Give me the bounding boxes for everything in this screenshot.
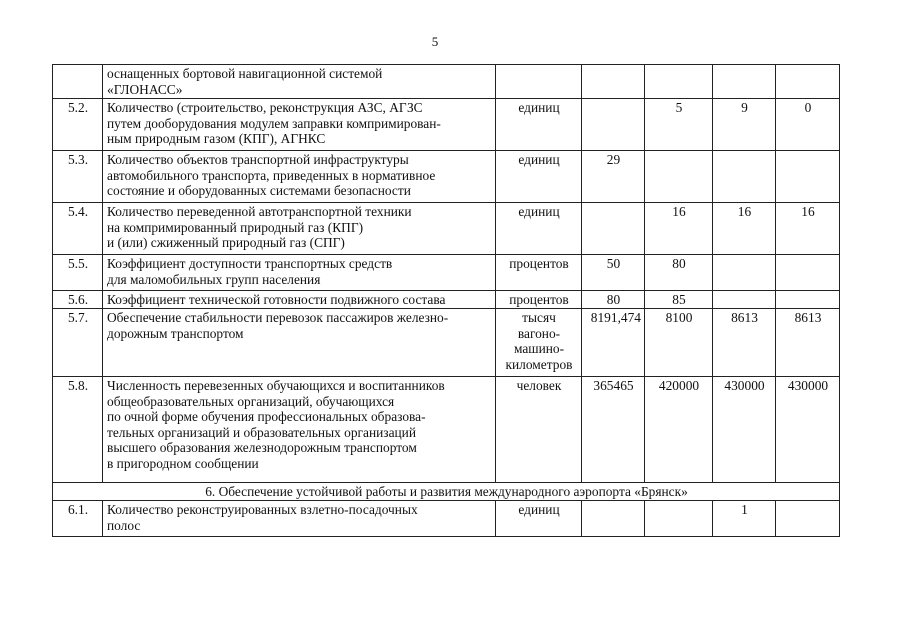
row-number: 6.1.: [53, 501, 103, 537]
value-cell-3: 1: [713, 501, 776, 537]
value-cell-2: [645, 151, 713, 203]
indicator-name-line: высшего образования железнодорожным транспортом: [107, 440, 417, 455]
unit-cell-line: вагоно-: [517, 325, 561, 341]
value-cell-3: [713, 65, 776, 99]
value-cell-4: 0: [776, 99, 840, 151]
unit-cell: [496, 377, 582, 483]
unit-cell-line: процентов: [509, 292, 569, 307]
indicator-name: [103, 65, 496, 99]
indicator-name-line: ным природным газом (КПГ), АГНКС: [107, 131, 326, 146]
value-cell-4: 8613: [776, 309, 840, 377]
row-number: 5.6.: [53, 291, 103, 309]
indicator-name: [103, 309, 496, 377]
value-cell-1: [582, 65, 645, 99]
value-cell-2: 5: [645, 99, 713, 151]
value-cell-4: [776, 255, 840, 291]
indicator-name-line: дорожным транспортом: [107, 325, 244, 341]
value-cell-3: [713, 151, 776, 203]
value-cell-1: [582, 99, 645, 151]
value-cell-2: 8100: [645, 309, 713, 377]
unit-cell-line: машино-: [513, 341, 565, 356]
table-row: [53, 65, 840, 99]
indicator-name-line: оснащенных бортовой навигационной системой: [107, 66, 383, 81]
indicator-name-line: тельных организаций и образовательных организаций: [107, 424, 417, 440]
value-cell-2: [645, 65, 713, 99]
unit-cell: [496, 151, 582, 203]
value-cell-2: 85: [645, 291, 713, 309]
indicator-name-line: Количество объектов транспортной инфраструктуры: [107, 152, 409, 167]
section-header-row: [53, 483, 840, 501]
unit-cell: [496, 501, 582, 537]
unit-cell-line: километров: [505, 356, 573, 372]
table-row: [53, 203, 840, 255]
indicator-name-line: Количество реконструированных взлетно-посадочных: [107, 502, 418, 517]
indicator-name-line: на компримированный природный газ (КПГ): [107, 219, 364, 235]
value-cell-4: [776, 65, 840, 99]
unit-cell-line: единиц: [518, 100, 560, 115]
indicator-name: [103, 255, 496, 291]
indicators-table: [52, 64, 840, 537]
indicator-name-line: Обеспечение стабильности перевозок пассажиров железно-: [107, 310, 449, 325]
table-row: [53, 151, 840, 203]
value-cell-4: 430000: [776, 377, 840, 483]
value-cell-1: [582, 501, 645, 537]
value-cell-3: [713, 291, 776, 309]
indicator-name-line: путем дооборудования модулем заправки компримирован-: [107, 115, 441, 131]
indicator-name-line: состояние и оборудованных системами безопасности: [107, 183, 411, 198]
indicator-name-line: общеобразовательных организаций, обучающихся: [107, 393, 395, 409]
indicator-name-line: Численность перевезенных обучающихся и воспитанников: [107, 378, 445, 393]
unit-cell: [496, 65, 582, 99]
value-cell-1: 365465: [582, 377, 645, 483]
unit-cell: [496, 99, 582, 151]
indicator-name-line: автомобильного транспорта, приведенных в нормативное: [107, 167, 436, 183]
value-cell-1: 29: [582, 151, 645, 203]
row-number: 5.7.: [53, 309, 103, 377]
unit-cell-line: человек: [516, 378, 562, 393]
indicator-name-line: в пригородном сообщении: [107, 455, 259, 471]
value-cell-2: 420000: [645, 377, 713, 483]
value-cell-1: 80: [582, 291, 645, 309]
unit-cell-line: единиц: [518, 502, 560, 517]
indicator-name: [103, 203, 496, 255]
section-6-title: 6. Обеспечение устойчивой работы и развития международного аэропорта «Брянск»: [53, 483, 840, 501]
row-number: 5.8.: [53, 377, 103, 483]
page-number: 5: [431, 34, 439, 49]
value-cell-1: 50: [582, 255, 645, 291]
row-number: 5.5.: [53, 255, 103, 291]
table-row: [53, 255, 840, 291]
value-cell-3: 9: [713, 99, 776, 151]
indicator-name-line: «ГЛОНАСС»: [107, 81, 183, 97]
indicator-name-line: и (или) сжиженный природный газ (СПГ): [107, 235, 345, 250]
unit-cell-line: единиц: [518, 204, 560, 219]
indicator-name-line: Коэффициент доступности транспортных средств: [107, 256, 393, 271]
value-cell-4: 16: [776, 203, 840, 255]
indicator-name: [103, 291, 496, 309]
indicator-name: [103, 151, 496, 203]
unit-cell-line: процентов: [509, 256, 569, 271]
unit-cell: [496, 203, 582, 255]
value-cell-4: [776, 291, 840, 309]
value-cell-3: 8613: [713, 309, 776, 377]
unit-cell: [496, 309, 582, 377]
table-row: [53, 377, 840, 483]
table-row: [53, 309, 840, 377]
row-number: 5.3.: [53, 151, 103, 203]
unit-cell-line: тысяч: [522, 310, 556, 325]
value-cell-3: 430000: [713, 377, 776, 483]
value-cell-4: [776, 151, 840, 203]
value-cell-3: [713, 255, 776, 291]
unit-cell: [496, 255, 582, 291]
value-cell-1: 8191,474: [582, 309, 645, 377]
table-body: [53, 65, 840, 537]
value-cell-3: 16: [713, 203, 776, 255]
unit-cell-line: единиц: [518, 152, 560, 167]
row-number: 5.4.: [53, 203, 103, 255]
row-number: 5.2.: [53, 99, 103, 151]
indicator-name: [103, 501, 496, 537]
value-cell-1: [582, 203, 645, 255]
indicator-name-line: полос: [107, 517, 141, 533]
value-cell-2: 80: [645, 255, 713, 291]
value-cell-2: [645, 501, 713, 537]
value-cell-2: 16: [645, 203, 713, 255]
row-number: [53, 65, 103, 99]
indicator-name-line: для маломобильных групп населения: [107, 271, 321, 287]
indicator-name-line: Коэффициент технической готовности подвижного состава: [107, 292, 446, 307]
indicator-name-line: по очной форме обучения профессиональных образова-: [107, 409, 426, 424]
indicator-name-line: Количество (строительство, реконструкция АЗС, АГЗС: [107, 100, 423, 115]
indicator-name: [103, 99, 496, 151]
table-row: [53, 291, 840, 309]
unit-cell: [496, 291, 582, 309]
value-cell-4: [776, 501, 840, 537]
indicator-name-line: Количество переведенной автотранспортной техники: [107, 204, 412, 219]
table-row: [53, 99, 840, 151]
table-row: [53, 501, 840, 537]
indicator-name: [103, 377, 496, 483]
